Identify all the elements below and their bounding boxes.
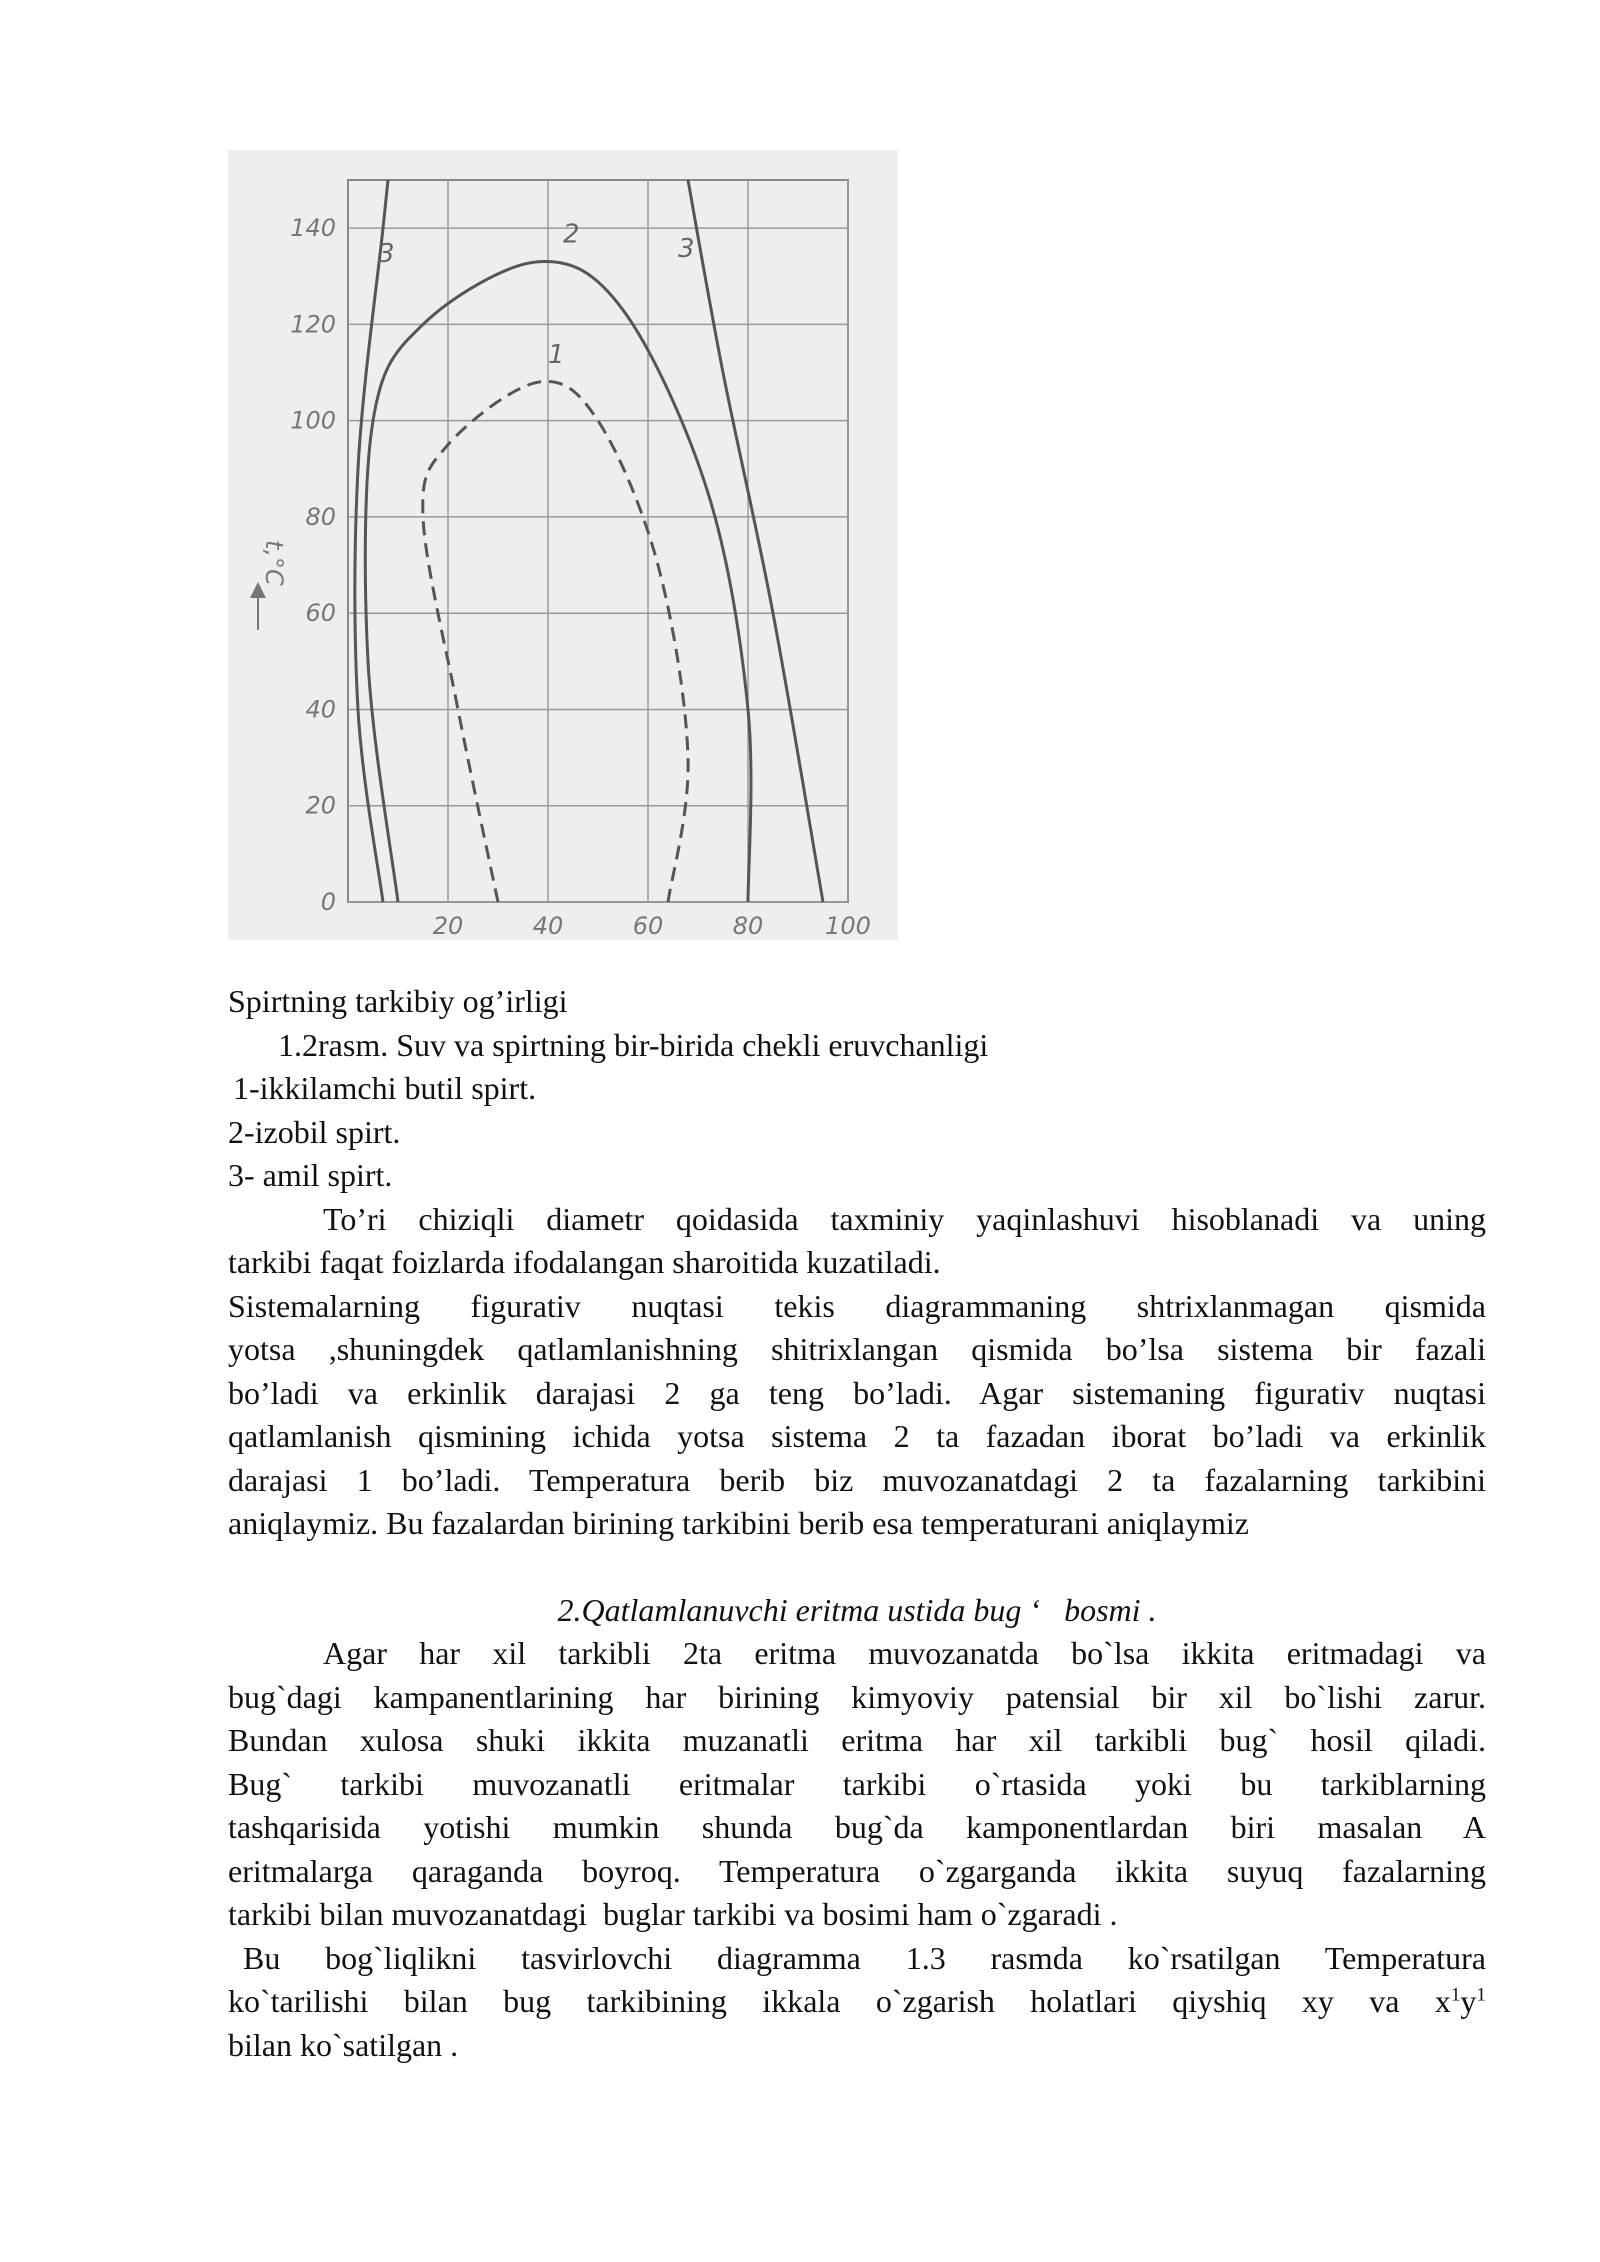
y-tick-label: 20: [305, 791, 336, 820]
paragraph-4-line-2: [228, 1980, 1486, 2024]
solubility-figure: [228, 150, 898, 940]
paragraph-4-line-2-y: y: [1460, 1983, 1477, 2019]
plot-frame: [348, 180, 848, 902]
paragraph-1-line-1: To’ri chiziqli diametr qoidasida taxminiy yaqinlashuvi hisoblanadi va uning: [323, 1200, 1486, 1237]
paragraph-2-line-2: yotsa ,shuningdek qatlamlanishning shitrixlangan qismida bo’lsa sistema bir fazali: [228, 1331, 1486, 1367]
y-tick-label: 80: [305, 502, 336, 531]
paragraph-2-line-5: darajasi 1 bo’ladi. Temperatura berib biz muvozanatdagi 2 ta fazalarning tarkibini: [228, 1461, 1486, 1498]
solubility-chart: [228, 150, 898, 940]
x-tick-label: 100: [825, 912, 871, 940]
section-heading: 2.Qatlamlanuvchi eritma ustida bug ‘ bosmi .: [557, 1591, 1157, 1628]
paragraph-3-line-4: Bug` tarkibi muvozanatli eritmalar tarkibi o`rtasida yoki bu tarkiblarning: [228, 1765, 1486, 1802]
paragraph-3-line-5: tashqarisida yotishi mumkin shunda bug`da kamponentlardan biri masalan A: [228, 1809, 1486, 1845]
caption-item-3: 3- amil spirt.: [228, 1157, 393, 1193]
curve-label-1: 1: [548, 339, 565, 370]
paragraph-2-line-3: bo’ladi va erkinlik darajasi 2 ga teng bo’ladi. Agar sistemaning figurativ nuqtasi: [228, 1374, 1486, 1411]
paragraph-3-line-3: Bundan xulosa shuki ikkita muzanatli eritma har xil tarkibli bug` hosil qiladi.: [228, 1722, 1486, 1758]
x-tick-label: 40: [532, 912, 564, 940]
x-tick-label: 80: [732, 912, 764, 940]
caption-item-1: 1-ikkilamchi butil spirt.: [233, 1070, 537, 1106]
paragraph-3-line-1: Agar har xil tarkibli 2ta eritma muvozanatda bo`lsa ikkita eritmadagi va: [323, 1635, 1486, 1671]
y-tick-label: 120: [290, 310, 336, 339]
curve-label-2: 2: [563, 219, 580, 250]
y-tick-label: 0: [320, 888, 336, 916]
y-axis-label: t,°C: [260, 540, 288, 586]
caption-title: Spirtning tarkibiy og’irligi: [228, 983, 568, 1019]
paragraph-3-line-6: eritmalarga qaraganda boyroq. Temperatura o`zgarganda ikkita suyuq fazalarning: [228, 1852, 1486, 1889]
paragraph-4-line-2-text: ko`tarilishi bilan bug tarkibining ikkala o`zgarish holatlari qiyshiq xy va x: [228, 1983, 1451, 2019]
superscript-2: 1: [1476, 1984, 1486, 2006]
curve-label-3: 3: [378, 238, 395, 269]
x-tick-label: 60: [632, 912, 664, 940]
paragraph-3-line-2: bug`dagi kampanentlarining har birining kimyoviy patensial bir xil bo`lishi zarur.: [228, 1678, 1486, 1715]
caption-item-2: 2-izobil spirt.: [228, 1113, 401, 1150]
y-tick-label: 40: [305, 695, 336, 724]
paragraph-3-line-7: tarkibi bilan muvozanatdagi buglar tarkibi va bosimi ham o`zgaradi .: [228, 1896, 1118, 1932]
superscript-1: 1: [1450, 1984, 1461, 2006]
paragraph-2-line-6: aniqlaymiz. Bu fazalardan birining tarkibini berib esa temperaturani aniqlaymiz: [228, 1505, 1249, 1541]
x-tick-label: 20: [432, 912, 464, 940]
paragraph-4-line-3: bilan ko`satilgan .: [228, 2026, 459, 2063]
y-tick-label: 60: [305, 599, 336, 628]
y-tick-label: 100: [290, 406, 336, 435]
paragraph-4-line-1: Bu bog`liqlikni tasvirlovchi diagramma 1.3 rasmda ko`rsatilgan Temperatura: [243, 1939, 1486, 1976]
paragraph-2-line-4: qatlamlanish qismining ichida yotsa sistema 2 ta fazadan iborat bo’ladi va erkinlik: [228, 1418, 1486, 1454]
curve-4: [688, 180, 823, 902]
y-tick-label: 140: [290, 214, 336, 243]
caption-figure-label: 1.2rasm. Suv va spirtning bir-birida chekli eruvchanligi: [278, 1026, 989, 1063]
paragraph-1-line-2: tarkibi faqat foizlarda ifodalangan sharoitida kuzatiladi.: [228, 1244, 941, 1280]
curve-label-4: 3: [678, 234, 695, 265]
figure-caption: [228, 980, 1486, 2067]
paragraph-2-line-1: Sistemalarning figurativ nuqtasi tekis diagrammaning shtrixlanmagan qismida: [228, 1287, 1486, 1324]
